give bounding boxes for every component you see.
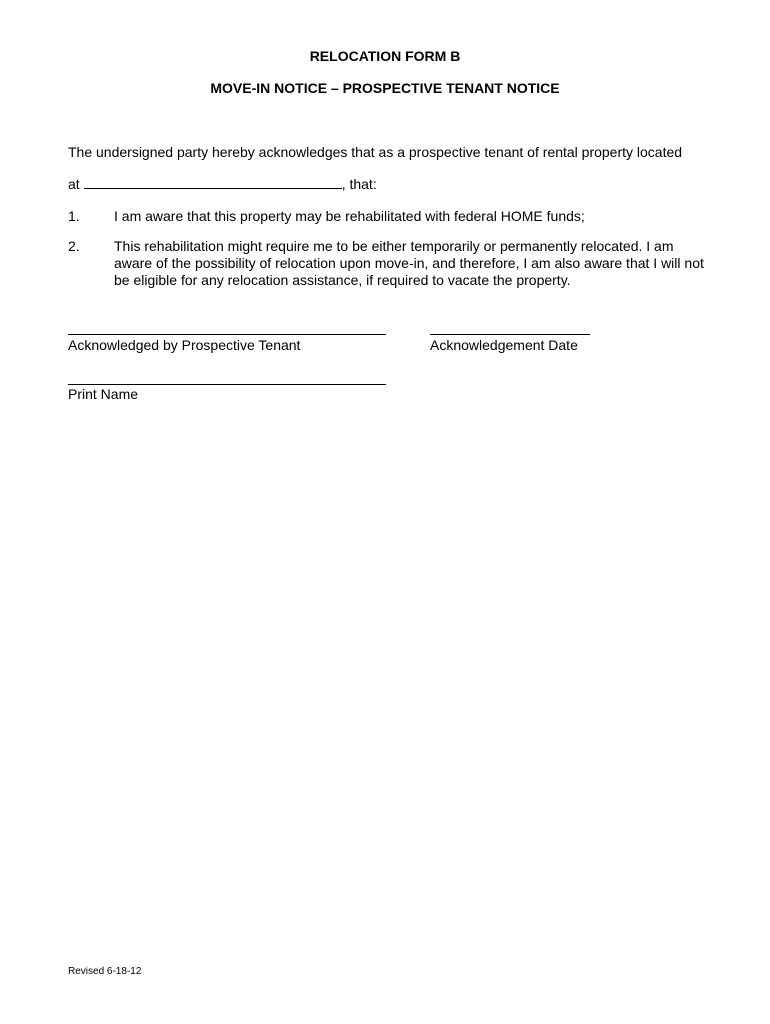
at-suffix: , that: <box>341 176 377 192</box>
item-text: This rehabilitation might require me to be either temporarily or permanently relocated. I am aware of the possibility of relocation upon move-in, and therefore, I am also aware that I will not be eligible for any relocation assistance, if required to vacate the property. <box>114 238 704 288</box>
acknowledgement-date-field[interactable] <box>430 334 590 335</box>
list-item <box>68 208 708 225</box>
item-number: 1. <box>68 208 80 224</box>
item-number: 2. <box>68 238 80 254</box>
print-name-field[interactable] <box>68 384 386 385</box>
at-prefix: at <box>68 176 80 192</box>
list-item <box>68 238 708 289</box>
intro-paragraph: The undersigned party hereby acknowledges that as a prospective tenant of rental property located <box>68 144 683 160</box>
property-address-field[interactable] <box>84 176 342 189</box>
property-address-line <box>68 176 377 192</box>
form-title: RELOCATION FORM B <box>309 48 461 64</box>
acknowledgement-date-label: Acknowledgement Date <box>430 337 578 353</box>
print-name-label: Print Name <box>68 386 139 402</box>
tenant-signature-field[interactable] <box>68 334 386 335</box>
revision-note: Revised 6-18-12 <box>68 966 142 977</box>
tenant-signature-label: Acknowledged by Prospective Tenant <box>68 337 301 353</box>
item-text: I am aware that this property may be rehabilitated with federal HOME funds; <box>114 208 585 224</box>
form-subtitle: MOVE-IN NOTICE – PROSPECTIVE TENANT NOTICE <box>210 80 560 96</box>
